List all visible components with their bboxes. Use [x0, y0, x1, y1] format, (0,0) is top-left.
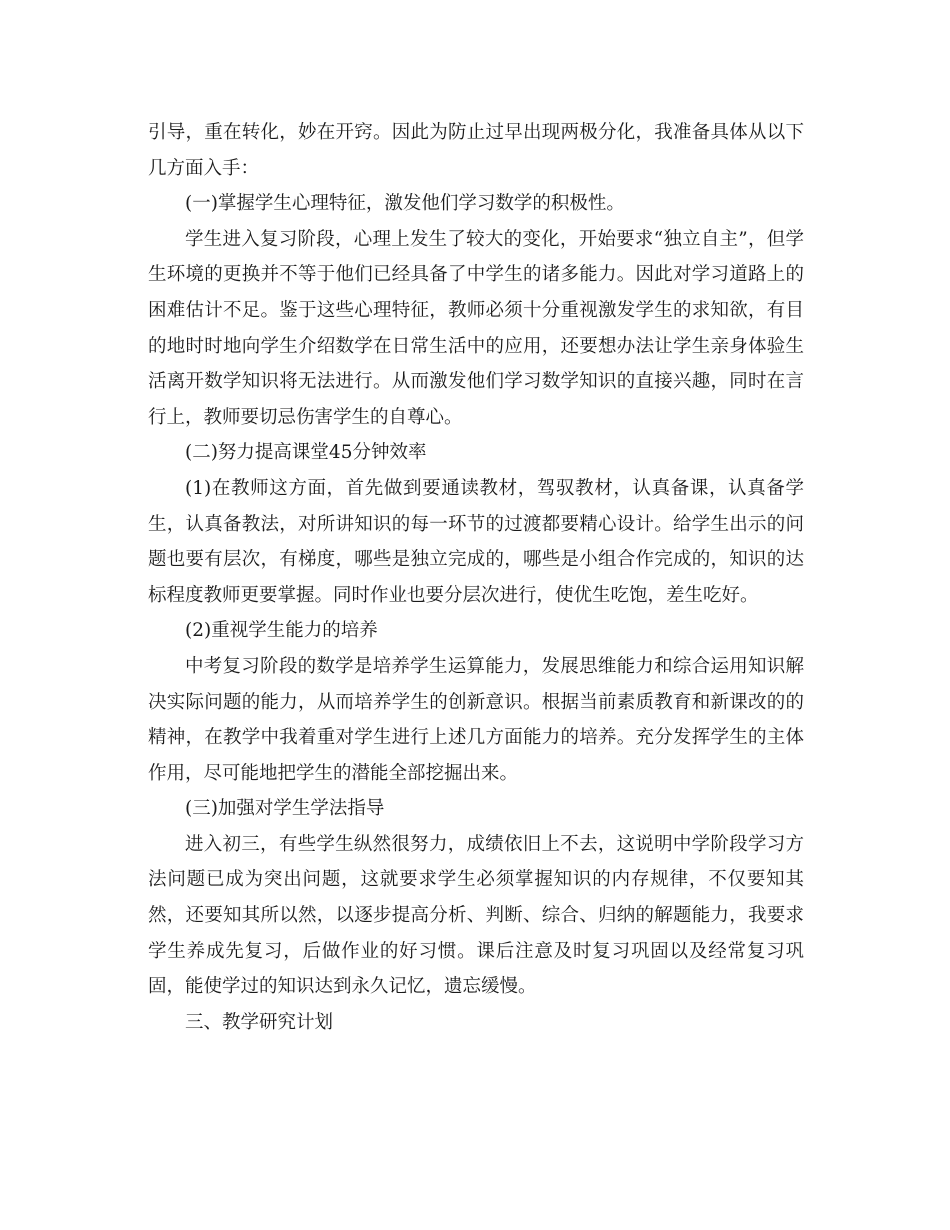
paragraph-intro-continuation: 引导，重在转化，妙在开窍。因此为防止过早出现两极分化，我准备具体从以下几方面入手：: [148, 122, 804, 179]
subheading-ability-training: (2)重视学生能力的培养: [185, 620, 378, 642]
section-heading-classroom-efficiency: (二)努力提高课堂45分钟效率: [185, 442, 427, 464]
paragraph-psychology: 学生进入复习阶段，心理上发生了较大的变化，开始要求“独立自主”，但学生环境的更换并不等于他们已经具备了中学生的诸多能力。因此对学习道路上的困难估计不足。鉴于这些心理特征，教师必须十分重视激发学生的求知欲，有目的地时时地向学生介绍数学在日常生活中的应用，还要想办法让学生亲身体验生活离开数学知识将无法进行。从而激发他们学习数学知识的直接兴趣，同时在言行上，教师要切忌伤害学生的自尊心。: [148, 228, 804, 428]
section-heading-study-methods: (三)加强对学生学法指导: [185, 798, 385, 820]
section-heading-psychology: (一)掌握学生心理特征，激发他们学习数学的积极性。: [185, 193, 625, 215]
paragraph-teacher-preparation: (1)在教师这方面，首先做到要通读教材，驾驭教材，认真备课，认真备学生，认真备教法，对所讲知识的每一环节的过渡都要精心设计。给学生出示的问题也要有层次，有梯度，哪些是独立完成的，哪些是小组合作完成的，知识的达标程度教师更要掌握。同时作业也要分层次进行，使优生吃饱，差生吃好。: [148, 477, 804, 606]
section-heading-research-plan: 三、教学研究计划: [185, 1011, 334, 1033]
paragraph-ability-training: 中考复习阶段的数学是培养学生运算能力，发展思维能力和综合运用知识解决实际问题的能力，从而培养学生的创新意识。根据当前素质教育和新课改的的精神，在教学中我着重对学生进行上述几方面能力的培养。充分发挥学生的主体作用，尽可能地把学生的潜能全部挖掘出来。: [148, 655, 804, 784]
document-body: [148, 115, 804, 1040]
paragraph-study-methods: 进入初三，有些学生纵然很努力，成绩依旧上不去，这说明中学阶段学习方法问题已成为突出问题，这就要求学生必须掌握知识的内存规律，不仅要知其然，还要知其所以然，以逐步提高分析、判断、综合、归纳的解题能力，我要求学生养成先复习，后做作业的好习惯。课后注意及时复习巩固以及经常复习巩固，能使学过的知识达到永久记忆，遗忘缓慢。: [148, 833, 804, 998]
